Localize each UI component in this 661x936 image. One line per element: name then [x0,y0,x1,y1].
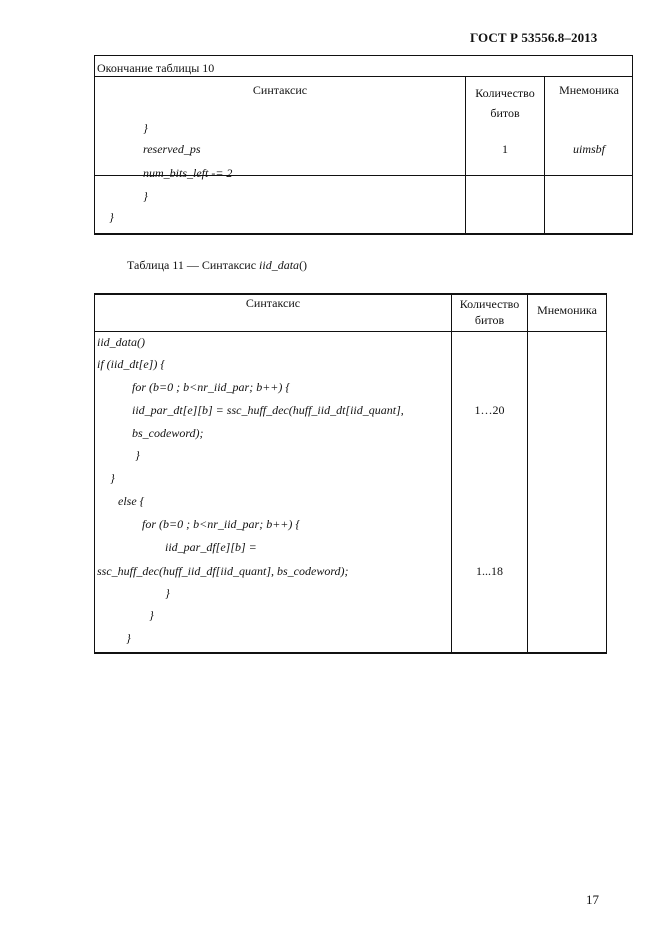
header-syntax: Синтаксис [245,296,301,310]
table-11-title-suffix: () [299,258,308,272]
code-line: for (b=0 ; b<nr_iid_par; b++) { [142,517,301,531]
mnemonic-value: uimsbf [572,142,605,156]
code-line: iid_data() [97,335,145,349]
code-line: } [110,471,115,485]
bits-value: 1 [502,142,508,156]
code-line: } [126,631,131,645]
code-line: for (b=0 ; b<nr_iid_par; b++) { [132,380,291,394]
bits-value: 1…20 [474,403,505,417]
header-bits [452,296,527,328]
code-line: else { [118,494,145,508]
table-11 [94,293,607,654]
column-divider [451,295,452,652]
header-bits-line2: битов [490,106,520,120]
code-line: } [109,210,114,224]
code-line: iid_par_dt[e][b] = ssc_huff_dec(huff_iid_dt[iid_quant], [132,403,404,417]
table-11-title [127,258,307,273]
header-bits-line1: Количество [475,86,535,100]
code-line: } [135,448,140,462]
header-bits-line2: битов [474,313,505,327]
table-11-title-prefix: Таблица 11 — Синтаксис [127,258,260,272]
table-10-caption: Окончание таблицы 10 [95,56,632,77]
code-line: } [149,608,154,622]
code-line: ssc_huff_dec(huff_iid_df[iid_quant], bs_codeword); [97,564,349,578]
table-11-title-func: iid_data [259,258,300,272]
code-line: reserved_ps [143,142,201,156]
header-mnemonic: Мнемоника [559,83,619,97]
code-line: iid_par_df[e][b] = [165,540,257,554]
header-mnemonic: Мнемоника [537,303,597,317]
code-line: if (iid_dt[e]) { [97,357,166,371]
code-line: } [165,586,170,600]
page-number: 17 [586,892,599,907]
code-line: } [143,189,148,203]
header-bits-line1: Количество [459,297,520,311]
document-header: ГОСТ Р 53556.8–2013 [470,30,598,45]
column-divider [527,295,528,652]
code-line: } [143,121,148,135]
header-bits [466,83,544,123]
table-10-continuation [94,55,633,235]
code-line: num_bits_left -= 2 [143,166,233,180]
code-line: bs_codeword); [132,426,204,440]
bits-value: 1...18 [476,564,503,578]
header-syntax: Синтаксис [252,83,308,97]
